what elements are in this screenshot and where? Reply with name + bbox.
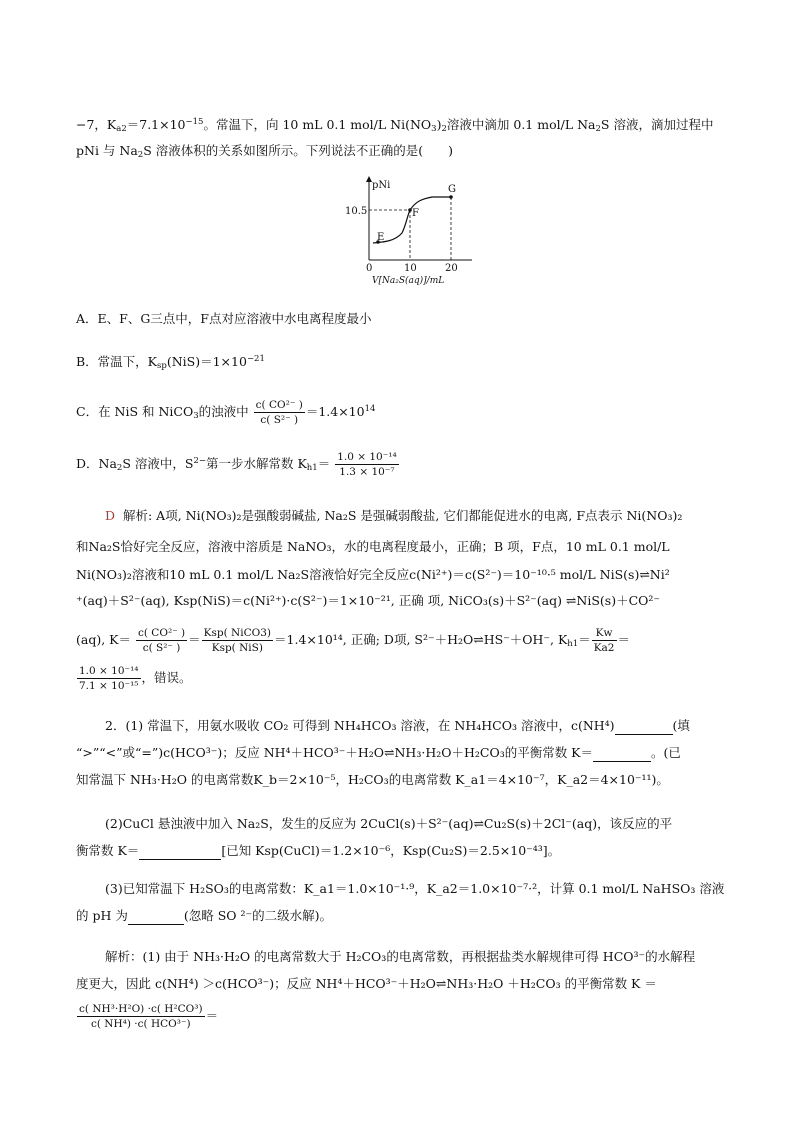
- q2-line-3: 知常温下 NH₃·H₂O 的电离常数K_b＝2×10⁻⁵，H₂CO₃的电离常数 K_a1＝4×10⁻⁷，K_a2＝4×10⁻¹¹)。: [76, 772, 669, 787]
- pni-chart: [340, 175, 480, 290]
- solution1-line-2: 和Na₂S恰好完全反应，溶液中溶质是 NaNO₃，水的电离程度最小，正确；B 项，F点，10 mL 0.1 mol/L: [76, 539, 670, 554]
- x-axis-label: V[Na₂S(aq)]/mL: [372, 276, 445, 286]
- q2-part3-line-2: 的 pH 为 (忽略 SO ²⁻的二级水解)。: [76, 908, 332, 923]
- option-d-fraction: $\frac{\text{1.0 × 10⁻¹⁴}}{\text{1.3 × 10⁻⁷}}$: [337, 451, 397, 478]
- option-a: A．E、F、G三点中，F点对应溶液中水电离程度最小: [76, 311, 372, 326]
- intro-line-2: pNi 与 $Na_2S$ 溶液体积的关系如图所示。下列说法不正确的是( ): [76, 143, 453, 160]
- point-g-label: G: [448, 184, 456, 195]
- y-axis-label: pNi: [372, 180, 391, 191]
- solution1-fraction-1: $\frac{\text{c( CO²⁻ )}}{\text{c( S²⁻ )}}$: [137, 627, 186, 654]
- solution1-fraction-2: $\frac{\text{Ksp( NiCO3)}}{\text{Ksp( NiS)}}$: [203, 627, 272, 654]
- solution2-fraction: $\frac{\text{c( NH³·H²O) ·c( H²CO³)}}{\text{c( NH⁴) ·c( HCO³⁻)}}$: [79, 1003, 203, 1030]
- option-c-fraction: $\frac{\text{c( CO²⁻ )}}{\text{c( S²⁻ )}}$: [255, 399, 303, 426]
- x-tick-20: 20: [445, 263, 458, 274]
- q2-part2-line-2: 衡常数 K＝ [已知 Ksp(CuCl)＝1.2×10⁻⁶，Ksp(Cu₂S)＝2.5×10⁻⁴³]。: [76, 843, 561, 858]
- q2-part3-line-1: (3)已知常温下 H₂SO₃的电离常数：K_a1＝1.0×10⁻¹·⁹，K_a2＝1.0×10⁻⁷·²，计算 0.1 mol/L NaHSO₃ 溶液: [105, 881, 725, 896]
- point-f-label: F: [412, 208, 419, 219]
- point-g: [449, 195, 453, 199]
- point-e-label: E: [377, 232, 385, 243]
- q2-blank-3[interactable]: [139, 845, 221, 860]
- pni-curve: [373, 197, 451, 243]
- y-tick-label: 10.5: [345, 206, 368, 217]
- q2-blank-4[interactable]: [128, 910, 184, 925]
- solution1-line-4: ⁺(aq)＋S²⁻(aq), Ksp(NiS)＝c(Ni²⁺)·c(S²⁻)＝1×10⁻²¹, 正确 项, NiCO₃(s)＋S²⁻(aq) ⇌NiS(s)＋CO²⁻: [76, 593, 660, 608]
- solution1-line-6: $\frac{\text{1.0 × 10⁻¹⁴}}{\text{7.1 × 10⁻¹⁵}}$ ，错误。: [79, 665, 192, 692]
- solution1-line-3: Ni(NO₃)₂溶液和10 mL 0.1 mol/L Na₂S溶液恰好完全反应c(Ni²⁺)＝c(S²⁻)＝10⁻¹⁰·⁵ mol/L NiS(s)⇌Ni²: [76, 567, 670, 582]
- solution1-line-1: D 解析: A项, Ni(NO₃)₂是强酸弱碱盐, Na₂S 是强碱弱酸盐, 它们都能促进水的电离, F点表示 Ni(NO₃)₂: [105, 508, 683, 523]
- solution1-fraction-3: $\frac{Kw}{Ka2}$: [593, 627, 615, 654]
- solution2-line-3: $\frac{\text{c( NH³·H²O) ·c( H²CO³)}}{\text{c( NH⁴) ·c( HCO³⁻)}}$ ＝: [79, 1003, 219, 1030]
- q2-part2-line-1: (2)CuCl 悬浊液中加入 Na₂S，发生的反应为 2CuCl(s)＋S²⁻(aq)⇌Cu₂S(s)＋2Cl⁻(aq)，该反应的平: [105, 816, 673, 831]
- solution1-fraction-4: $\frac{\text{1.0 × 10⁻¹⁴}}{\text{7.1 × 10⁻¹⁵}}$: [79, 665, 139, 692]
- x-tick-10: 10: [404, 263, 417, 274]
- q2-line-2: “>”“<”或“=”)c(HCO³⁻)；反应 NH⁴＋HCO³⁻＋H₂O⇌NH₃·H₂O＋H₂CO₃的平衡常数 K＝ 。(已: [76, 745, 681, 760]
- solution2-line-1: 解析：(1) 由于 NH₃·H₂O 的电离常数大于 H₂CO₃的电离常数，再根据盐类水解规律可得 HCO³⁻的水解程: [105, 949, 696, 964]
- option-d: D．$Na_2S$ 溶液中，$S^{2-}$第一步水解常数 $K_{h1}=$ $\frac{\text{1.0 × 10⁻¹⁴}}{\text{1.3 × 10⁻⁷}}$: [76, 451, 397, 478]
- solution1-line-5: (aq), K＝ $\frac{\text{c( CO²⁻ )}}{\text{c( S²⁻ )}}$ ＝ $\frac{\text{Ksp( NiCO3)}}{\text{Ksp( NiS)}}$ ＝1.4×10¹⁴, 正确; D项, S²⁻＋H₂O⇌HS⁻＋OH⁻, $K_{h1}=$ $\frac{Kw}{Ka2}$ ＝: [76, 627, 631, 654]
- q2-blank-1[interactable]: [615, 720, 673, 735]
- q2-blank-2[interactable]: [593, 747, 651, 762]
- option-b: B．常温下，$K_{sp}(NiS)=1\times 10^{-21}$: [76, 354, 265, 371]
- q2-line-1: 2．(1) 常温下，用氨水吸收 CO₂ 可得到 NH₄HCO₃ 溶液，在 NH₄HCO₃ 溶液中，c(NH⁴) (填: [105, 718, 690, 733]
- intro-line-1: −7，$K_{a2}=7.1\times 10^{-15}$。常温下，向 10 mL 0.1 mol/L $Ni(NO_3)_2$溶液中滴加 0.1 mol/L $Na_2S$ 溶液，滴加过程中: [76, 117, 714, 134]
- answer-letter: D: [105, 508, 116, 523]
- option-c: C．在 NiS 和 NiCO$_3$的浊液中 $\frac{\text{c( CO²⁻ )}}{\text{c( S²⁻ )}}$ $=1.4\times 10^{14}$: [76, 399, 376, 426]
- solution2-line-2: 度更大，因此 c(NH⁴) ＞c(HCO³⁻)；反应 NH⁴＋HCO³⁻＋H₂O⇌NH₃·H₂O ＋H₂CO₃ 的平衡常数 K ＝: [76, 976, 657, 991]
- x-tick-0: 0: [366, 263, 373, 274]
